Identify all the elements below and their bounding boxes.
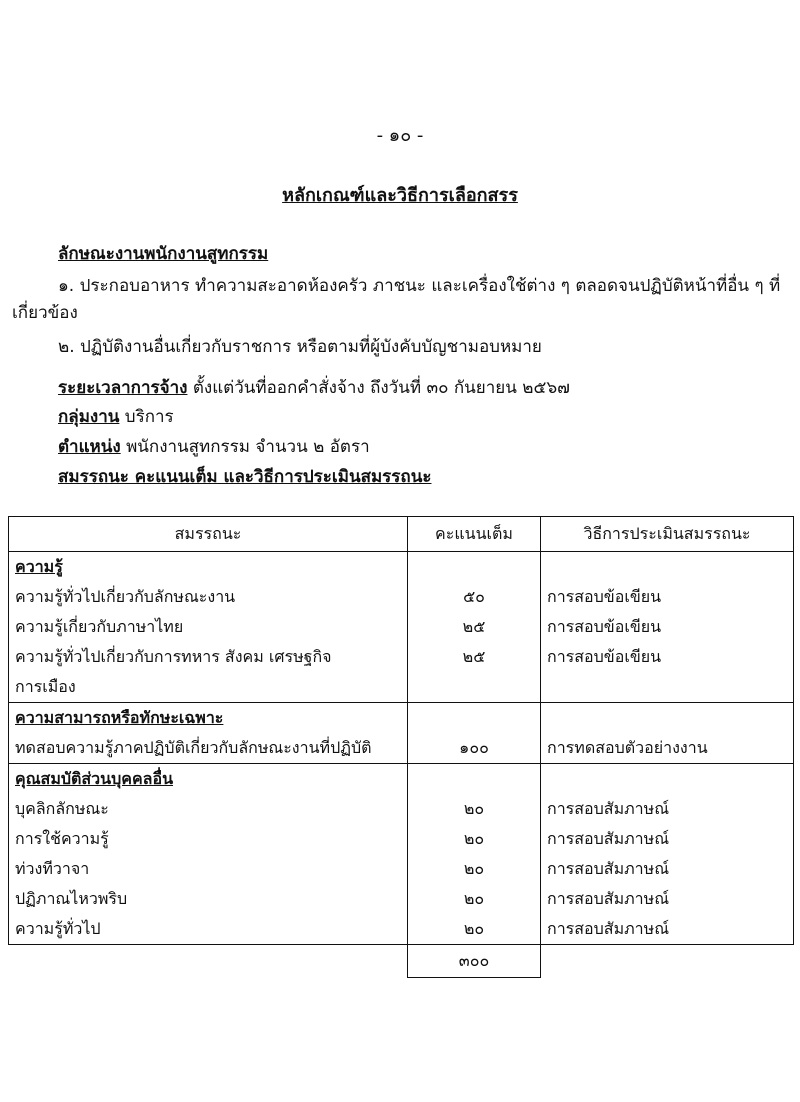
table-row <box>9 884 794 914</box>
employment-period <box>58 374 570 401</box>
competency-heading <box>58 463 431 490</box>
competency-method: การสอบสัมภาษณ์ <box>541 884 794 914</box>
competency-heading-text: สมรรถนะ คะแนนเต็ม และวิธีการประเมินสมรรถนะ <box>58 467 432 487</box>
header-competency: สมรรถนะ <box>9 517 408 552</box>
job-nature-item-2: ๒. ปฏิบัติงานอื่นเกี่ยวกับราชการ หรือตามที่ผู้บังคับบัญชามอบหมาย <box>58 337 542 357</box>
table-header-row <box>9 517 794 552</box>
competency-method: การสอบข้อเขียน <box>541 582 794 612</box>
position-label: ตำแหน่ง <box>58 437 121 457</box>
competency-name: ความรู้ทั่วไปเกี่ยวกับการทหาร สังคม เศรษฐกิจ <box>9 642 408 672</box>
competency-name: ท่วงทีวาจา <box>9 854 408 884</box>
section-knowledge-title: ความรู้ <box>15 557 63 576</box>
table-row <box>9 854 794 884</box>
section-skill-row <box>9 703 794 734</box>
competency-name-cont: การเมือง <box>9 672 408 703</box>
competency-method: การทดสอบตัวอย่างงาน <box>541 733 794 764</box>
competency-name: ความรู้ทั่วไป <box>9 914 408 945</box>
competency-name: ทดสอบความรู้ภาคปฏิบัติเกี่ยวกับลักษณะงานที่ปฏิบัติ <box>9 733 408 764</box>
table-row <box>9 794 794 824</box>
competency-score: ๕๐ <box>408 582 541 612</box>
employment-period-label: ระยะเวลาการจ้าง <box>58 378 188 398</box>
competency-method: การสอบสัมภาษณ์ <box>541 794 794 824</box>
page-number: - ๑๐ - <box>376 125 424 146</box>
competency-score: ๑๐๐ <box>408 733 541 764</box>
job-nature-item-1 <box>12 272 798 326</box>
section-skill-title: ความสามารถหรือทักษะเฉพาะ <box>15 708 224 727</box>
job-nature-item-1-cont: เกี่ยวข้อง <box>12 303 78 323</box>
work-group-value: บริการ <box>124 407 174 427</box>
table-row <box>9 733 794 764</box>
competency-name: บุคลิกลักษณะ <box>9 794 408 824</box>
total-row <box>9 945 794 978</box>
competency-name: การใช้ความรู้ <box>9 824 408 854</box>
competency-score: ๒๐ <box>408 794 541 824</box>
section-personal-title: คุณสมบัติส่วนบุคคลอื่น <box>15 769 174 788</box>
position-value: พนักงานสูทกรรม จำนวน ๒ อัตรา <box>126 437 370 457</box>
table-row <box>9 582 794 612</box>
competency-name: ปฏิภาณไหวพริบ <box>9 884 408 914</box>
competency-method: การสอบข้อเขียน <box>541 612 794 642</box>
work-group-label: กลุ่มงาน <box>58 407 120 427</box>
job-nature-item-1-text: ๑. ประกอบอาหาร ทำความสะอาดห้องครัว ภาชนะ และเครื่องใช้ต่าง ๆ ตลอดจนปฏิบัติหน้าที่อื่น ๆ ที่ <box>58 276 781 296</box>
job-nature-heading-text: ลักษณะงานพนักงานสูทกรรม <box>58 244 269 264</box>
header-method: วิธีการประเมินสมรรถนะ <box>541 517 794 552</box>
competency-score: ๒๐ <box>408 824 541 854</box>
competency-score: ๒๐ <box>408 914 541 945</box>
position <box>58 433 370 460</box>
header-full-score: คะแนนเต็ม <box>408 517 541 552</box>
section-personal-row <box>9 764 794 795</box>
total-score: ๓๐๐ <box>408 945 541 978</box>
competency-name: ความรู้เกี่ยวกับภาษาไทย <box>9 612 408 642</box>
section-knowledge-row <box>9 552 794 583</box>
competency-table <box>8 516 794 978</box>
table-row <box>9 612 794 642</box>
competency-score: ๒๕ <box>408 612 541 642</box>
table-row <box>9 672 794 703</box>
work-group <box>58 403 174 430</box>
employment-period-value: ตั้งแต่วันที่ออกคำสั่งจ้าง ถึงวันที่ ๓๐ กันยายน ๒๕๖๗ <box>192 378 570 398</box>
competency-method: การสอบสัมภาษณ์ <box>541 854 794 884</box>
job-nature-heading <box>58 240 268 267</box>
competency-name: ความรู้ทั่วไปเกี่ยวกับลักษณะงาน <box>9 582 408 612</box>
competency-score: ๒๐ <box>408 854 541 884</box>
competency-method: การสอบสัมภาษณ์ <box>541 914 794 945</box>
competency-score: ๒๕ <box>408 642 541 672</box>
table-row <box>9 824 794 854</box>
competency-method: การสอบข้อเขียน <box>541 642 794 672</box>
table-row <box>9 642 794 672</box>
table-row <box>9 914 794 945</box>
competency-score: ๒๐ <box>408 884 541 914</box>
document-title: หลักเกณฑ์และวิธีการเลือกสรร <box>282 185 518 206</box>
competency-method: การสอบสัมภาษณ์ <box>541 824 794 854</box>
